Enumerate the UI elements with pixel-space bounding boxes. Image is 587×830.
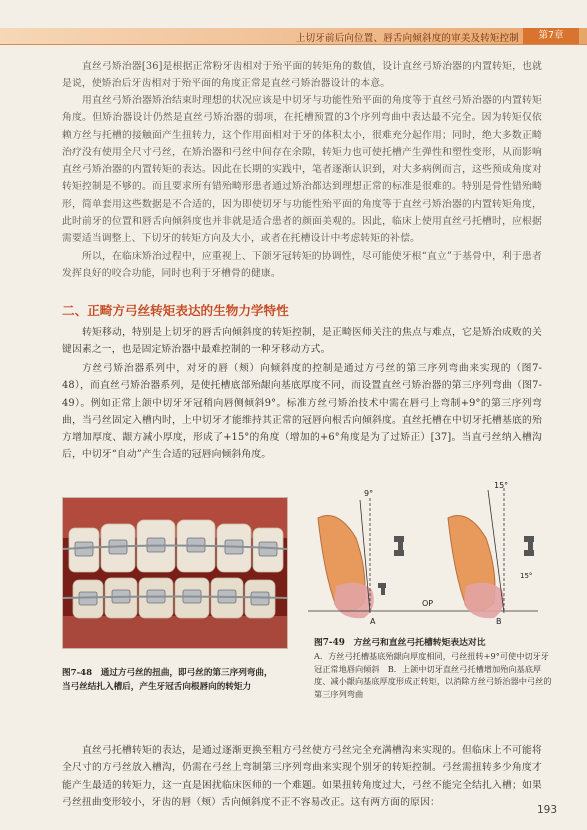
braces-photo <box>62 497 288 649</box>
tooth-b-icon <box>448 516 504 619</box>
bracket-a-icon <box>394 536 404 556</box>
paragraph-3: 所以，在临床矫治过程中，应重视上、下颌牙冠转矩的协调性，尽可能使牙根“直立”于基骨中，利于患者发挥良好的咬合功能，同时也利于牙槽骨的健康。 <box>62 251 542 280</box>
angle-label-a: 9° <box>364 489 374 498</box>
panel-a-label: A <box>370 617 376 626</box>
section-paragraph-2: 方丝弓矫治器系列中，对牙的唇（颊）向倾斜度的控制是通过方弓丝的第三序列弯曲来实现的（图7-48），而直丝弓矫治器系列，是使托槽底部殆龈向基底厚度不同，而设置直丝弓矫治器的第三序列弯曲（图7-49）。例如正常上颌中切牙牙冠稍向唇侧倾斜9°。标准方丝弓矫治技术中需在唇弓上弯制+9°的第三序列弯曲，当弓丝固定入槽内时，上中切牙才能维持其正常的冠唇向根舌向倾斜度。直丝托槽在中切牙托槽基底的殆方增加厚度、龈方减小厚度，形成了+15°的角度（增加的+6°角度是为了过矫正）[37]。当直弓丝纳入槽沟后，中切牙“自动”产生合适的冠唇向倾斜角度。 <box>62 363 542 461</box>
section-paragraph-1: 转矩移动，特别是上切牙的唇舌向倾斜度的转矩控制，是正畸医师关注的焦点与难点，它是矫治成败的关键因素之一，也是固定矫治器中最难控制的一种牙移动方式。 <box>62 327 542 356</box>
figure-7-48-caption: 图7-48 通过方弓丝的扭曲，即弓丝的第三序列弯曲，当弓丝结扎入槽后，产生牙冠舌向根唇向的转矩力 <box>62 668 273 692</box>
figure-7-49-title: 图7-49 方丝弓和直丝弓托槽转矩表达对比 <box>314 638 486 648</box>
closing-paragraph: 直丝弓托槽转矩的表达，是通过逐渐更换至粗方弓丝使方弓丝完全充满槽沟来实现的。但临床上不可能将全尺寸的方弓丝放入槽沟，仍需在弓丝上弯制第三序列弯曲来实现个别牙的转矩控制。弓丝需扭转多少角度才能产生最适的转矩力，这一直是困扰临床医师的一个难题。如果扭转角度过大，弓丝不能完全结扎入槽；如果弓丝扭曲变形较小，牙齿的唇（颊）舌向倾斜度不正不容易改正。这有两方面的原因： <box>62 745 542 808</box>
angle-label-b: 15° <box>494 481 509 490</box>
torque-diagram <box>298 478 548 633</box>
paragraph-2: 用直丝弓矫治器矫治结束时理想的状况应该是中切牙与功能性殆平面的角度等于直丝弓矫治器的内置转矩角度。但矫治器设计仍然是直丝弓矫治器的弱项，在托槽预置的3个序列弯曲中表达最不完全。因为转矩仅依赖方丝与托槽的接触面产生扭转力，这个作用面相对于牙的体积太小，很难充分起作用；同时，绝大多数正畸治疗没有使用全尺寸弓丝，在矫治器和弓丝中间存在余隙，转矩力也可使托槽产生弹性和塑性变形，从而影响直丝弓矫治器的内置转矩的表达。因此在长期的实践中，笔者逐渐认识到，对大多病例而言，这些预成角度对转矩控制是不够的。而且要求所有错殆畸形患者通过矫治都达到理想正常的标准是很难的。特别是骨性错殆畸形，简单套用这些数据是不合适的，因为即使切牙与功能性殆平面的角度等于直丝弓矫治器的内置转矩角度，此时前牙的位置和唇舌向倾斜度也并非就是适合患者的颜面美观的。因此，临床上使用直丝弓托槽时，应根据需要适当调整上、下切牙的转矩方向及大小，或者在托槽设计中考虑转矩的补偿。 <box>62 95 542 245</box>
chapter-tag: 第7章 <box>523 28 579 44</box>
angle-label-b2: 15° <box>520 572 533 580</box>
op-label: OP <box>422 599 434 608</box>
panel-b-label: B <box>496 617 502 626</box>
figure-7-49-caption: A．方丝弓托槽基底殆龈向厚度相同，弓丝扭转+9°可使中切牙牙冠正常地唇向倾斜 B．上颌中切牙直丝弓托槽增加殆向基底厚度、减小龈向基底厚度形成正转矩，以消除方丝弓矫治器中弓丝的第三序列弯曲 <box>314 651 552 699</box>
tooth-a-icon <box>318 516 374 619</box>
paragraph-1: 直丝弓矫治器[36]是根据正常粉牙齿相对于殆平面的转矩角的数值，设计直丝弓矫治器的内置转矩，也就是说，使矫治后牙齿相对于殆平面的角度正常是直丝弓矫治器设计的本意。 <box>62 61 542 90</box>
running-header-title: 上切牙前后向位置、唇舌向倾斜度的审美及转矩控制 <box>295 33 519 44</box>
section-heading: 二、正畸方弓丝转矩表达的生物力学特性 <box>62 303 289 318</box>
bracket-b-icon <box>524 536 534 556</box>
page-number: 193 <box>536 804 557 816</box>
